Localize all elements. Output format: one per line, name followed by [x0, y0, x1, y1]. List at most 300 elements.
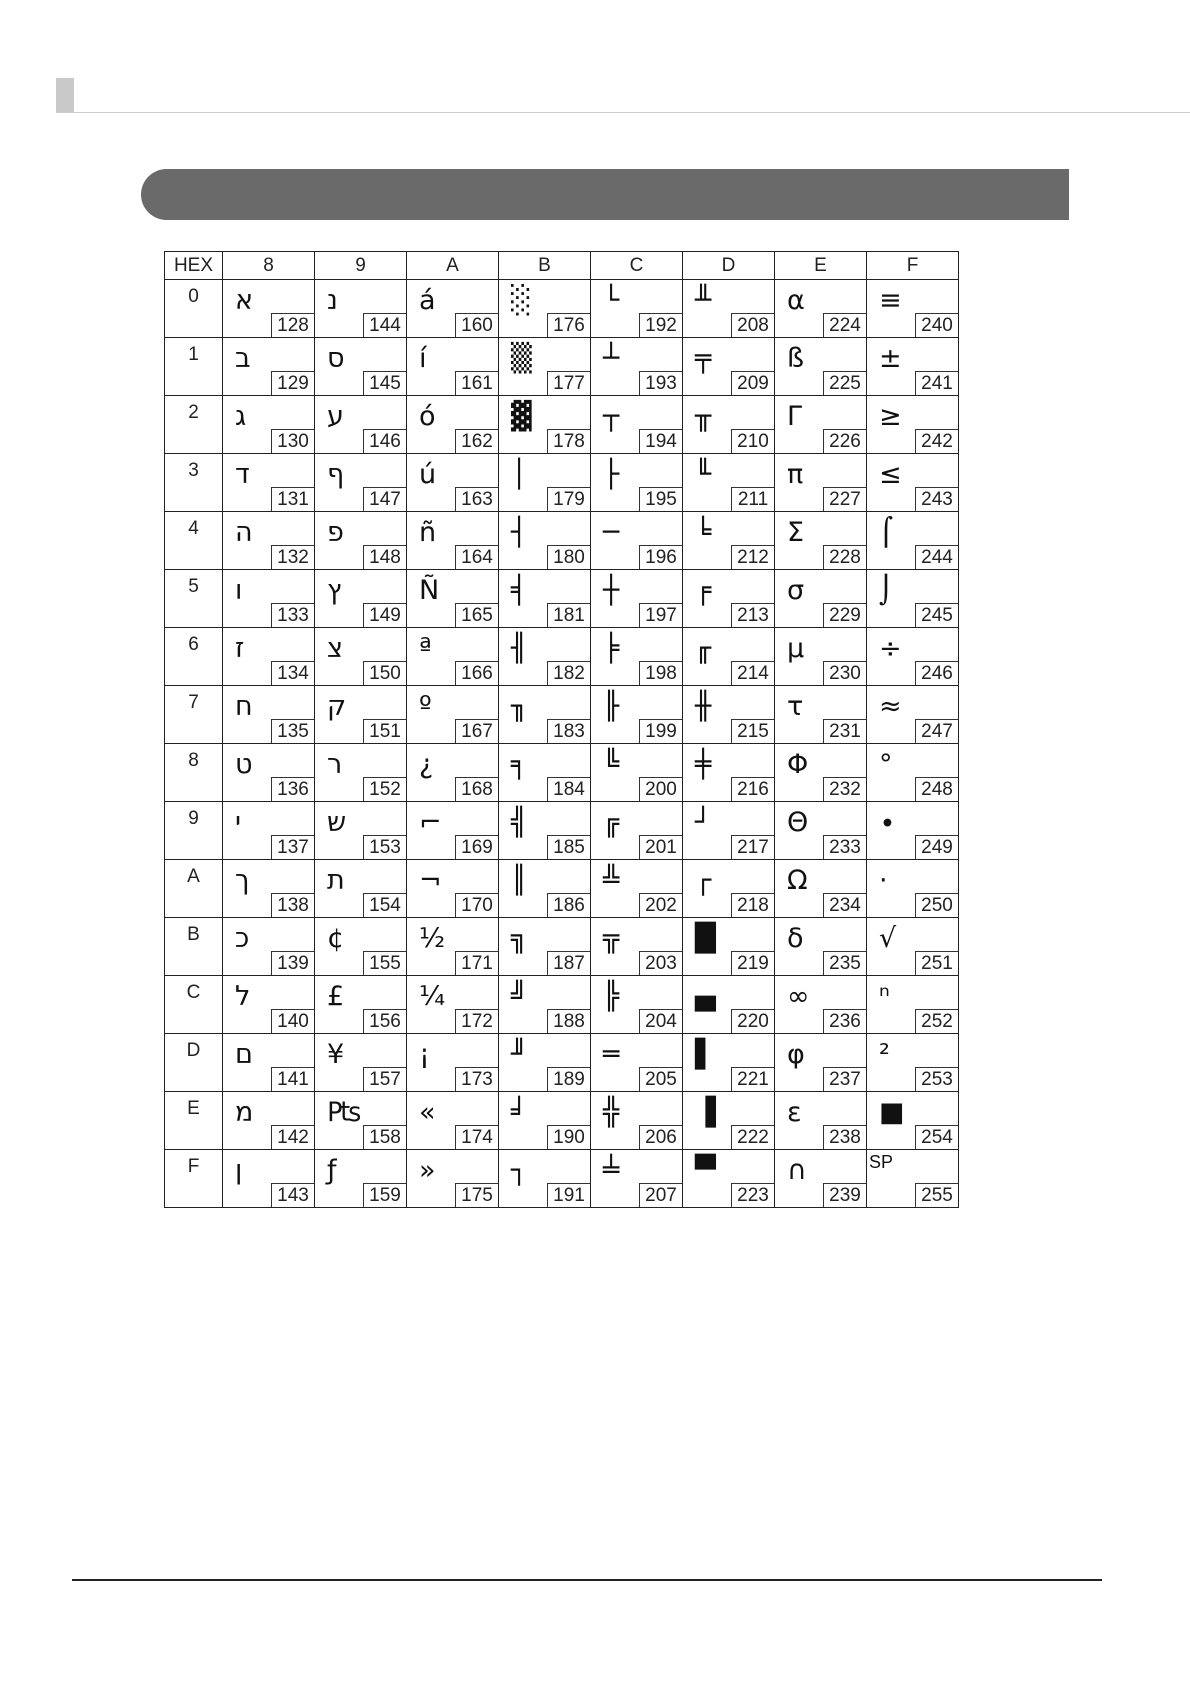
decimal-code: 141	[271, 1067, 314, 1091]
decimal-code: 235	[823, 951, 866, 975]
character-cell	[407, 976, 499, 1034]
character-glyph: √	[879, 923, 897, 954]
character-cell	[315, 512, 407, 570]
decimal-code: 168	[455, 777, 498, 801]
character-glyph: ╙	[695, 459, 712, 490]
character-glyph: מ	[235, 1097, 254, 1128]
character-glyph: ┐	[511, 1155, 528, 1186]
character-glyph: ⌡	[879, 575, 894, 606]
decimal-code: 250	[915, 893, 958, 917]
decimal-code: 224	[823, 313, 866, 337]
decimal-code: 201	[639, 835, 682, 859]
character-cell	[867, 1034, 959, 1092]
character-glyph: ┼	[603, 575, 620, 606]
table-row	[165, 802, 959, 860]
header-rule	[56, 112, 1190, 113]
character-glyph: ■	[879, 1097, 905, 1128]
character-cell	[315, 280, 407, 338]
character-cell	[499, 280, 591, 338]
character-cell	[775, 1150, 867, 1208]
character-cell	[683, 338, 775, 396]
table-header-row	[165, 252, 959, 280]
decimal-code: 192	[639, 313, 682, 337]
decimal-code: 129	[271, 371, 314, 395]
column-header: C	[591, 252, 683, 280]
decimal-code: 128	[271, 313, 314, 337]
character-cell	[775, 744, 867, 802]
character-glyph: ∞	[787, 981, 810, 1012]
decimal-code: 222	[731, 1125, 774, 1149]
decimal-code: 197	[639, 603, 682, 627]
character-cell	[499, 454, 591, 512]
decimal-code: 236	[823, 1009, 866, 1033]
character-glyph: ú	[419, 459, 437, 490]
character-cell	[223, 628, 315, 686]
decimal-code: 182	[547, 661, 590, 685]
character-glyph: ╬	[603, 1097, 620, 1128]
decimal-code: 173	[455, 1067, 498, 1091]
decimal-code: 228	[823, 545, 866, 569]
decimal-code: 162	[455, 429, 498, 453]
character-glyph: ╟	[603, 691, 620, 722]
character-cell	[867, 976, 959, 1034]
row-header: 1	[165, 338, 223, 396]
table-row	[165, 512, 959, 570]
column-header: A	[407, 252, 499, 280]
character-cell	[407, 338, 499, 396]
table-row	[165, 628, 959, 686]
decimal-code: 188	[547, 1009, 590, 1033]
character-glyph: ñ	[419, 517, 437, 548]
character-glyph: Σ	[787, 517, 805, 548]
decimal-code: 252	[915, 1009, 958, 1033]
decimal-code: 189	[547, 1067, 590, 1091]
character-glyph: ²	[879, 1039, 890, 1070]
decimal-code: 136	[271, 777, 314, 801]
decimal-code: 246	[915, 661, 958, 685]
decimal-code: 134	[271, 661, 314, 685]
character-cell	[315, 1150, 407, 1208]
decimal-code: 227	[823, 487, 866, 511]
character-glyph: ┘	[695, 807, 712, 838]
decimal-code: 210	[731, 429, 774, 453]
row-header: 4	[165, 512, 223, 570]
character-cell	[867, 802, 959, 860]
decimal-code: 154	[363, 893, 406, 917]
character-glyph: ≡	[879, 285, 902, 316]
character-glyph: ╕	[511, 749, 528, 780]
character-glyph: ▀	[695, 1155, 716, 1186]
decimal-code: 247	[915, 719, 958, 743]
character-cell	[683, 570, 775, 628]
character-glyph: י	[235, 807, 242, 838]
row-header: A	[165, 860, 223, 918]
character-glyph: ═	[603, 1039, 620, 1070]
row-header: 3	[165, 454, 223, 512]
decimal-code: 216	[731, 777, 774, 801]
character-cell	[315, 1034, 407, 1092]
character-cell	[867, 454, 959, 512]
character-cell	[407, 1092, 499, 1150]
character-cell	[499, 802, 591, 860]
character-cell	[223, 744, 315, 802]
character-glyph: ╢	[511, 633, 528, 664]
decimal-code: 149	[363, 603, 406, 627]
character-cell	[407, 280, 499, 338]
section-title-bar	[141, 169, 1069, 220]
decimal-code: 209	[731, 371, 774, 395]
decimal-code: 253	[915, 1067, 958, 1091]
character-cell	[867, 570, 959, 628]
character-cell	[223, 338, 315, 396]
decimal-code: 158	[363, 1125, 406, 1149]
character-cell	[775, 686, 867, 744]
decimal-code: 191	[547, 1183, 590, 1207]
table-row	[165, 918, 959, 976]
decimal-code: 218	[731, 893, 774, 917]
character-glyph: δ	[787, 923, 804, 954]
character-glyph: ░	[511, 285, 532, 316]
character-glyph: ƒ	[327, 1155, 337, 1186]
decimal-code: 167	[455, 719, 498, 743]
character-cell	[867, 338, 959, 396]
character-glyph: ב	[235, 343, 251, 374]
character-cell	[315, 454, 407, 512]
character-glyph: ε	[787, 1097, 802, 1128]
decimal-code: 202	[639, 893, 682, 917]
character-cell	[775, 1092, 867, 1150]
character-glyph: °	[879, 749, 893, 780]
character-glyph: í	[419, 343, 427, 374]
character-cell	[499, 1150, 591, 1208]
character-glyph: ╘	[695, 517, 712, 548]
table-row	[165, 1092, 959, 1150]
character-cell	[867, 628, 959, 686]
character-cell	[867, 1150, 959, 1208]
character-glyph: ≤	[879, 459, 902, 490]
character-glyph: ∩	[787, 1155, 807, 1186]
decimal-code: 200	[639, 777, 682, 801]
decimal-code: 239	[823, 1183, 866, 1207]
decimal-code: 199	[639, 719, 682, 743]
character-glyph: ר	[327, 749, 343, 780]
character-cell	[591, 802, 683, 860]
character-glyph: ╖	[511, 691, 528, 722]
character-glyph: «	[419, 1097, 436, 1128]
decimal-code: 164	[455, 545, 498, 569]
decimal-code: 223	[731, 1183, 774, 1207]
character-glyph: ╜	[511, 1039, 528, 1070]
decimal-code: 186	[547, 893, 590, 917]
character-glyph: ן	[235, 1155, 243, 1186]
decimal-code: 151	[363, 719, 406, 743]
decimal-code: 155	[363, 951, 406, 975]
character-cell	[223, 686, 315, 744]
decimal-code: 148	[363, 545, 406, 569]
row-header: F	[165, 1150, 223, 1208]
character-glyph: α	[787, 285, 805, 316]
row-header: 9	[165, 802, 223, 860]
decimal-code: 184	[547, 777, 590, 801]
character-cell	[683, 280, 775, 338]
character-glyph: ╥	[695, 401, 712, 432]
character-glyph: Θ	[787, 807, 809, 838]
character-glyph: נ	[327, 285, 338, 316]
character-glyph: SP	[869, 1152, 894, 1172]
character-cell	[591, 976, 683, 1034]
character-glyph: ·	[879, 865, 888, 896]
column-header: F	[867, 252, 959, 280]
character-cell	[683, 1034, 775, 1092]
character-cell	[407, 570, 499, 628]
decimal-code: 143	[271, 1183, 314, 1207]
character-glyph: Ñ	[419, 575, 440, 606]
character-cell	[499, 860, 591, 918]
character-cell	[867, 686, 959, 744]
table-row	[165, 570, 959, 628]
character-cell	[223, 280, 315, 338]
character-cell	[775, 1034, 867, 1092]
character-glyph: צ	[327, 633, 344, 664]
decimal-code: 195	[639, 487, 682, 511]
character-glyph: ¡	[419, 1039, 430, 1070]
code-page-table	[164, 251, 959, 1208]
character-cell	[775, 396, 867, 454]
character-glyph: £	[327, 981, 345, 1012]
decimal-code: 198	[639, 661, 682, 685]
decimal-code: 137	[271, 835, 314, 859]
decimal-code: 174	[455, 1125, 498, 1149]
character-glyph: σ	[787, 575, 805, 606]
decimal-code: 156	[363, 1009, 406, 1033]
character-glyph: ┤	[511, 517, 528, 548]
decimal-code: 245	[915, 603, 958, 627]
character-cell	[591, 686, 683, 744]
table-row	[165, 686, 959, 744]
character-glyph: ז	[235, 633, 245, 664]
character-cell	[499, 1034, 591, 1092]
decimal-code: 241	[915, 371, 958, 395]
character-glyph: ó	[419, 401, 436, 432]
character-glyph: ∙	[879, 807, 896, 838]
decimal-code: 207	[639, 1183, 682, 1207]
character-cell	[775, 976, 867, 1034]
decimal-code: 230	[823, 661, 866, 685]
character-cell	[315, 338, 407, 396]
character-cell	[499, 512, 591, 570]
character-glyph: פ	[327, 517, 344, 548]
character-cell	[683, 860, 775, 918]
character-cell	[683, 628, 775, 686]
decimal-code: 237	[823, 1067, 866, 1091]
character-cell	[591, 512, 683, 570]
character-glyph: ╤	[695, 343, 712, 374]
decimal-code: 187	[547, 951, 590, 975]
decimal-code: 211	[731, 487, 774, 511]
character-glyph: ¬	[419, 865, 442, 896]
character-cell	[407, 744, 499, 802]
character-glyph: ם	[235, 1039, 253, 1070]
character-cell	[867, 512, 959, 570]
character-cell	[315, 1092, 407, 1150]
decimal-code: 142	[271, 1125, 314, 1149]
character-cell	[223, 802, 315, 860]
character-cell	[223, 1092, 315, 1150]
character-glyph: »	[419, 1155, 436, 1186]
character-cell	[499, 338, 591, 396]
table-row	[165, 338, 959, 396]
character-glyph: ╫	[695, 691, 712, 722]
character-glyph: π	[787, 459, 804, 490]
character-cell	[775, 802, 867, 860]
character-glyph: ±	[879, 343, 902, 374]
character-glyph: ק	[327, 691, 347, 722]
character-glyph: ץ	[327, 575, 342, 606]
character-cell	[683, 454, 775, 512]
decimal-code: 194	[639, 429, 682, 453]
character-glyph: ך	[235, 865, 250, 896]
character-cell	[591, 1150, 683, 1208]
character-cell	[315, 976, 407, 1034]
character-glyph: º	[419, 691, 432, 722]
character-glyph: ╗	[511, 923, 528, 954]
decimal-code: 217	[731, 835, 774, 859]
character-glyph: ╨	[695, 285, 712, 316]
decimal-code: 152	[363, 777, 406, 801]
decimal-code: 242	[915, 429, 958, 453]
character-glyph: ▐	[695, 1097, 716, 1128]
character-cell	[223, 454, 315, 512]
character-glyph: ╓	[695, 633, 712, 664]
decimal-code: 193	[639, 371, 682, 395]
character-glyph: ÷	[879, 633, 902, 664]
decimal-code: 221	[731, 1067, 774, 1091]
character-cell	[315, 802, 407, 860]
decimal-code: 160	[455, 313, 498, 337]
character-glyph: ╧	[603, 1155, 620, 1186]
character-cell	[591, 1092, 683, 1150]
table-row	[165, 744, 959, 802]
decimal-code: 229	[823, 603, 866, 627]
character-cell	[775, 454, 867, 512]
character-cell	[499, 686, 591, 744]
decimal-code: 232	[823, 777, 866, 801]
character-cell	[499, 570, 591, 628]
decimal-code: 249	[915, 835, 958, 859]
character-glyph: ╞	[603, 633, 620, 664]
decimal-code: 180	[547, 545, 590, 569]
table-row	[165, 454, 959, 512]
character-glyph: ╔	[603, 807, 620, 838]
character-glyph: ג	[235, 401, 247, 432]
character-glyph: Ω	[787, 865, 808, 896]
character-cell	[591, 744, 683, 802]
character-cell	[591, 454, 683, 512]
character-glyph: ╩	[603, 865, 620, 896]
decimal-code: 231	[823, 719, 866, 743]
character-glyph: ╪	[695, 749, 712, 780]
character-glyph: ╝	[511, 981, 528, 1012]
character-glyph: ד	[235, 459, 250, 490]
character-cell	[867, 744, 959, 802]
character-cell	[775, 918, 867, 976]
character-cell	[499, 396, 591, 454]
header-marker	[56, 78, 74, 113]
character-glyph: ל	[235, 981, 251, 1012]
table-row	[165, 280, 959, 338]
character-cell	[407, 860, 499, 918]
character-glyph: ┬	[603, 401, 620, 432]
character-cell	[407, 454, 499, 512]
character-glyph: Γ	[787, 401, 803, 432]
row-header: 2	[165, 396, 223, 454]
decimal-code: 172	[455, 1009, 498, 1033]
decimal-code: 251	[915, 951, 958, 975]
character-cell	[315, 918, 407, 976]
row-header: 8	[165, 744, 223, 802]
character-cell	[775, 860, 867, 918]
character-glyph: ⌠	[879, 517, 894, 548]
character-cell	[499, 976, 591, 1034]
row-header: B	[165, 918, 223, 976]
column-header: D	[683, 252, 775, 280]
decimal-code: 165	[455, 603, 498, 627]
character-glyph: ו	[235, 575, 243, 606]
decimal-code: 213	[731, 603, 774, 627]
decimal-code: 171	[455, 951, 498, 975]
character-cell	[407, 686, 499, 744]
decimal-code: 185	[547, 835, 590, 859]
decimal-code: 138	[271, 893, 314, 917]
decimal-code: 183	[547, 719, 590, 743]
character-glyph: Φ	[787, 749, 809, 780]
decimal-code: 157	[363, 1067, 406, 1091]
character-glyph: ⁿ	[879, 981, 890, 1012]
character-cell	[499, 628, 591, 686]
decimal-code: 215	[731, 719, 774, 743]
character-cell	[775, 628, 867, 686]
decimal-code: 206	[639, 1125, 682, 1149]
character-cell	[499, 918, 591, 976]
table-row	[165, 1034, 959, 1092]
decimal-code: 205	[639, 1067, 682, 1091]
character-cell	[683, 744, 775, 802]
character-glyph: ה	[235, 517, 253, 548]
character-glyph: ╦	[603, 923, 620, 954]
column-header: B	[499, 252, 591, 280]
character-glyph: ½	[419, 923, 446, 954]
decimal-code: 208	[731, 313, 774, 337]
character-cell	[223, 512, 315, 570]
character-cell	[315, 686, 407, 744]
character-cell	[683, 512, 775, 570]
row-header: D	[165, 1034, 223, 1092]
decimal-code: 144	[363, 313, 406, 337]
character-glyph: ╣	[511, 807, 528, 838]
character-glyph: ─	[603, 517, 620, 548]
character-cell	[775, 570, 867, 628]
character-cell	[867, 860, 959, 918]
character-cell	[223, 1150, 315, 1208]
decimal-code: 177	[547, 371, 590, 395]
character-glyph: א	[235, 285, 254, 316]
character-cell	[315, 570, 407, 628]
character-cell	[315, 860, 407, 918]
character-glyph: ≥	[879, 401, 902, 432]
character-glyph: µ	[787, 633, 805, 664]
decimal-code: 132	[271, 545, 314, 569]
decimal-code: 140	[271, 1009, 314, 1033]
